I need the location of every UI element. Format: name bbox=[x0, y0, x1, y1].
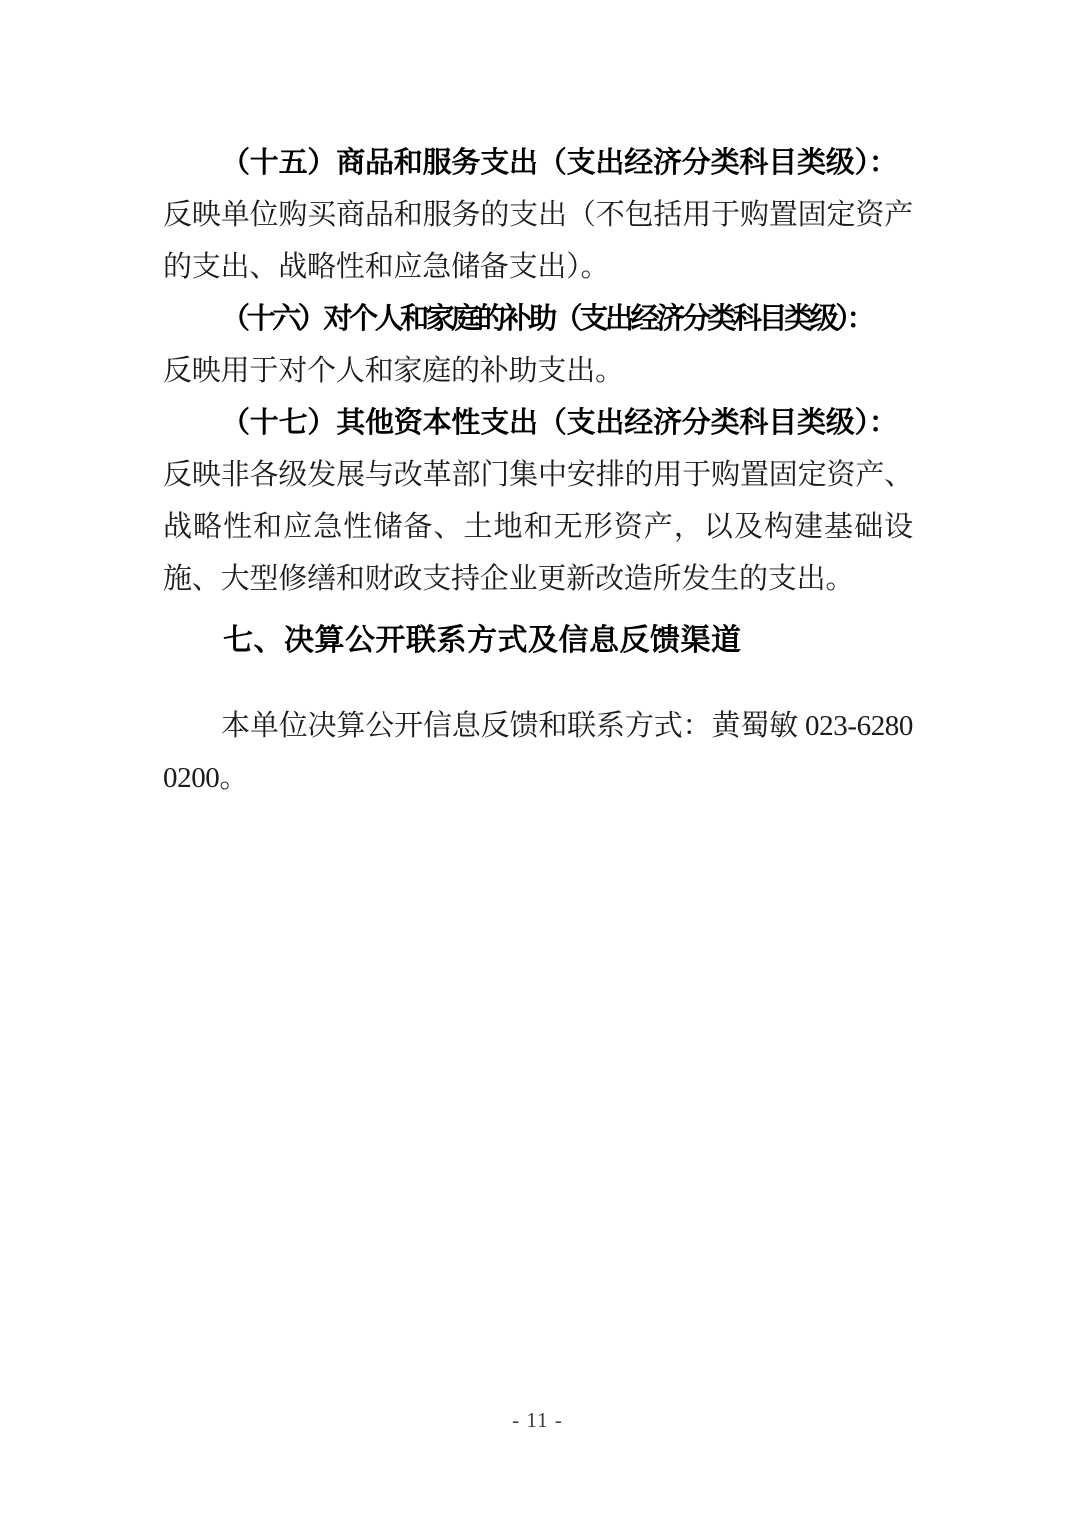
item-body-15: 反映单位购买商品和服务的支出（不包括用于购置固定资产的支出、战略性和应急储备支出）。 bbox=[163, 199, 913, 283]
item-body-16: 反映用于对个人和家庭的补助支出。 bbox=[163, 355, 624, 387]
item-heading-17: （十七）其他资本性支出（支出经济分类科目类级）： bbox=[221, 407, 898, 439]
item-heading-16: （十六）对个人和家庭的补助（支出经济分类科目类级）： bbox=[221, 303, 873, 335]
item-heading-15: （十五）商品和服务支出（支出经济分类科目类级）： bbox=[221, 147, 898, 179]
section-heading: 七、决算公开联系方式及信息反馈渠道 bbox=[223, 624, 742, 657]
list-item bbox=[163, 397, 913, 605]
page-number: - 11 - bbox=[512, 1408, 563, 1432]
list-item bbox=[163, 137, 913, 293]
item-body-17: 反映非各级发展与改革部门集中安排的用于购置固定资产、战略性和应急性储备、土地和无形资产，以及构建基础设施、大型修缮和财政支持企业更新改造所发生的支出。 bbox=[163, 459, 913, 595]
contact-paragraph: 本单位决算公开信息反馈和联系方式：黄蜀敏 023-62800200。 bbox=[163, 710, 913, 794]
list-item bbox=[163, 293, 913, 397]
